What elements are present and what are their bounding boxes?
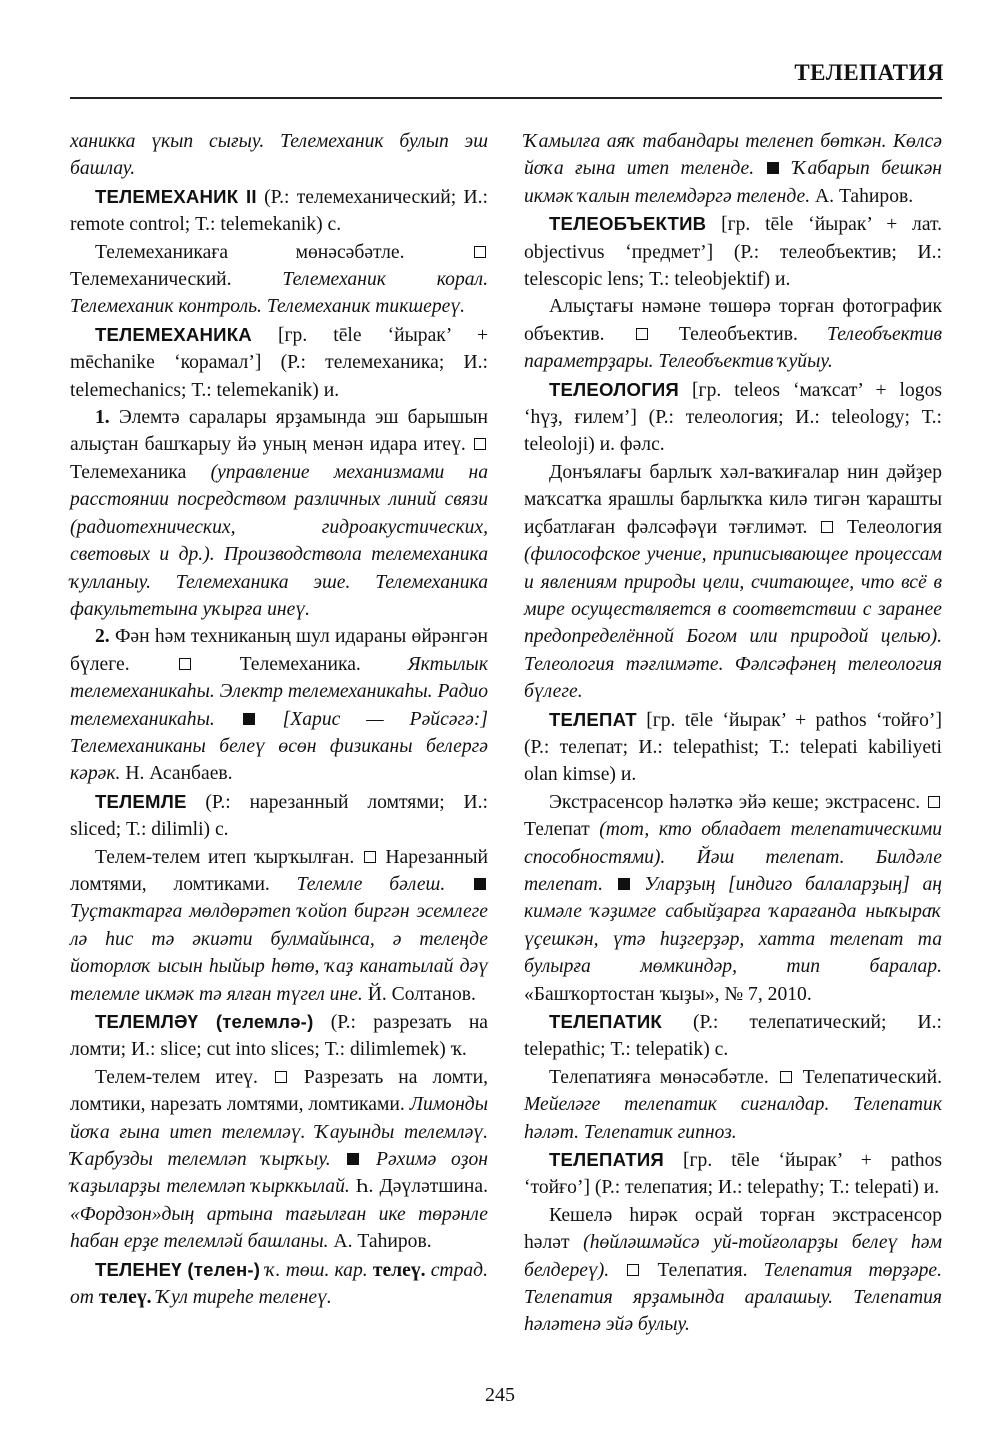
header-rule: [70, 97, 942, 99]
quotation-square-icon: [474, 878, 486, 890]
quotation-square-icon: [767, 162, 779, 174]
translation-box-icon: [928, 796, 940, 808]
headword: ТЕЛЕНЕҮ (телен-): [95, 1258, 261, 1280]
entry-telepat: ТЕЛЕПАТ [гр. tēle ‘йырак’ + pathos ‘тойғо’] (Р.: телепат; И.: telepathist; Т.: telepati kabiliyeti olan kimse) и.: [524, 708, 942, 786]
entry-telemlew: ТЕЛЕМЛӘҮ (телемлә-) (Р.: разрезать на ломти; И.: slice; cut into slices; Т.: dilimlemek) ҡ.: [70, 1011, 488, 1061]
right-column: [524, 128, 942, 1339]
headword: ТЕЛЕПАТ: [549, 708, 637, 730]
translation-box-icon: [627, 1264, 639, 1276]
entry-telemekhanika-sense-2: 2. Фән һәм техниканың шул идараны өйрәнгән бүлеге. Телемеханика. Яктылык телемеханикаһы. Электр телемеханикаһы. Радио телемеханикаһы. [Харис — Рәйсәгә:] Телемеханиканы белеү өсөн физиканы белергә кәрәк. Н. Асанбаев.: [70, 626, 489, 785]
entry-telepatiya: ТЕЛЕПАТИЯ [гр. tēle ‘йырак’ + pathos ‘тойғо’] (Р.: телепатия; И.: telepathy; Т.: telepati) и.: [524, 1149, 942, 1199]
entry-telemekhanika: ТЕЛЕМЕХАНИКА [гр. tēle ‘йырак’ + mēchanike ‘корамал’] (Р.: телемеханика; И.: telemechanics; Т.: telemekanik) и.: [70, 323, 488, 401]
quotation-square-icon: [243, 713, 255, 725]
translation-box-icon: [780, 1071, 792, 1083]
headword: ТЕЛЕОЛОГИЯ: [549, 378, 679, 400]
entry-telemle-sense: Телем-телем итеп ҡырҡылған. Нарезанный ломтями, ломтиками. Телемле бәлеш. Туҫтактарға мөлдөрәтеп ҡойоп биргән эсемлеге лә һис тә әкиәти булмайынса, ә телеңде йоторлоҡ ысын һыйыр һөтө, ҡаҙ канатылай дәү телемле икмәк тә ялған түгел ине. Й. Солтанов.: [70, 846, 488, 1005]
running-head: ТЕЛЕПАТИЯ: [794, 60, 944, 85]
entry-telemekhanika-sense-1: 1. Элемтә саралары ярҙамында эш барышын алыҫтан башҡарыу йә уның менән идара итеү. Телемеханика (управление механизмами на расстоянии посредством различных линий связи (радиотехнических, гидроакустических, световых и др.). Производствола телемеханика ҡулланыу. Телемеханика эше. Телемеханика факультетына уҡырға инеү.: [70, 407, 488, 620]
translation-box-icon: [364, 851, 376, 863]
entry-telemekhanik-ii: ТЕЛЕМЕХАНИК II (Р.: телемеханический; И.: remote control; Т.: telemekanik) с.: [70, 185, 488, 236]
headword: ТЕЛЕПАТИК: [549, 1011, 662, 1032]
translation-box-icon: [821, 521, 833, 533]
entry-teleobyektiv-sense: Алыҫтағы нәмәне төшөрә торған фотографик объектив. Телеобъектив. Телеобъектив параметрҙары. Телеобъектив ҡуйыу.: [524, 296, 943, 373]
left-column: [70, 128, 488, 1311]
quotation-square-icon: [347, 1153, 359, 1165]
entry-teleologiya: ТЕЛЕОЛОГИЯ [гр. teleos ‘маҡсат’ + logos ‘һүҙ, ғилем’] (Р.: телеология; И.: teleology; Т.: teleoloji) и. фәлс.: [524, 378, 942, 456]
entry-telepatik-sense: Телепатияға мөнәсәбәтле. Телепатический. Мейеләге телепатик сигналдар. Телепатик һәләт. Телепатик гипноз.: [524, 1066, 942, 1143]
entry-telemlew-sense: Телем-телем итеү. Разрезать на ломти, ломтики, нарезать ломтями, ломтиками. Лимонды йоҡа ғына итеп телемләү. Ҡауынды телемләү. Ҡарбузды телемләп ҡырҡыу. Рәхимә оҙон ҡаҙыларҙы телемләп ҡырккылай. Һ. Дәүләтшина. «Фордзон»дың артына тағылған ике төрәнле һабан ерҙе телемләй башланы. А. Таһиров.: [70, 1066, 489, 1253]
quotation-square-icon: [618, 878, 630, 890]
headword: ТЕЛЕПАТИЯ: [549, 1149, 664, 1171]
translation-box-icon: [636, 328, 648, 340]
headword: ТЕЛЕМЛӘҮ (телемлә-): [95, 1011, 314, 1032]
entry-teleobyektiv: ТЕЛЕОБЪЕКТИВ [гр. tēle ‘йырак’ + лат. objectivus ‘предмет’] (Р.: телеобъектив; И.: telescopic lens; Т.: teleobjektif) и.: [524, 213, 942, 291]
headword: ТЕЛЕМЕХАНИК II: [95, 185, 257, 207]
entry-telenew: ТЕЛЕНЕҮ (телен-) ҡ. төш. кар. телеү. страд. от телеү. Ҡул тиреһе теленеү.: [70, 1258, 488, 1309]
entry-telemle: ТЕЛЕМЛЕ (Р.: нарезанный ломтями; И.: sliced; Т.: dilimli) с.: [70, 790, 488, 841]
entry-telepat-sense: Экстрасенсор һәләткә эйә кеше; экстрасенс. Телепат (тот, кто обладает телепатическими способностями). Йәш телепат. Билдәле телепат. Уларҙың [индиго балаларҙың] аң кимәле ҡәҙимге сабыйҙарға ҡарағанда ныҡыраҡ үҫешкән, үтә һиҙгерҙәр, хатта телепат та булырға мөмкиндәр, тип баралар. «Башҡортостан ҡыҙы», № 7, 2010.: [524, 791, 942, 1005]
entry-telepatiya-sense: Кешелә һирәк осрай торған экстрасенсор һәләт (һөйләшмәйсә уй-тойғоларҙы белеү һәм белдереү). Телепатия. Телепатия төрҙәре. Телепатия ярҙамында аралашыу. Телепатия һәләтенә эйә булыу.: [524, 1204, 943, 1336]
headword: ТЕЛЕМЕХАНИКА: [95, 323, 252, 345]
entry-telepatik: ТЕЛЕПАТИК (Р.: телепатический; И.: telepathic; Т.: telepatik) с.: [524, 1011, 943, 1061]
translation-box-icon: [474, 246, 486, 258]
translation-box-icon: [179, 658, 191, 670]
entry-telemekhanik-sense: Телемеханикаға мөнәсәбәтле. Телемеханический. Телемеханик корал. Телемеханик контроль. Телемеханик тикшереү.: [70, 241, 488, 318]
headword: ТЕЛЕМЛЕ: [95, 790, 187, 812]
translation-box-icon: [474, 438, 486, 450]
entry-teleologiya-sense: Донъялағы барлыҡ хәл-ваҡиғалар нин дәйҙер маҡсатҡа ярашлы барлыҡҡа килә тигән ҡарашты иҫбатлаған фәлсәфәүи тәғлимәт. Телеология (философское учение, приписывающее процессам и явлениям природы цели, считающее, что всё в мире осуществляется в соответствии с заранее предопределённой Богом или природой целью). Телеология тәғлимәте. Фәлсәфәнең телеология бүлеге.: [524, 461, 942, 703]
translation-box-icon: [275, 1071, 287, 1083]
page-number: 245: [485, 1384, 515, 1406]
entry-continuation: ханикка үкып сығыу. Телемеханик булып эш башлау.: [70, 131, 488, 180]
headword: ТЕЛЕОБЪЕКТИВ: [549, 213, 707, 235]
entry-continuation: Ҡамылға аяҡ табандары теленеп бөткән. Көлсә йоҡа ғына итеп теленде. Ҡабарып бешкән икмәк ҡалын телемдәргә теленде. А. Таһиров.: [524, 131, 943, 207]
